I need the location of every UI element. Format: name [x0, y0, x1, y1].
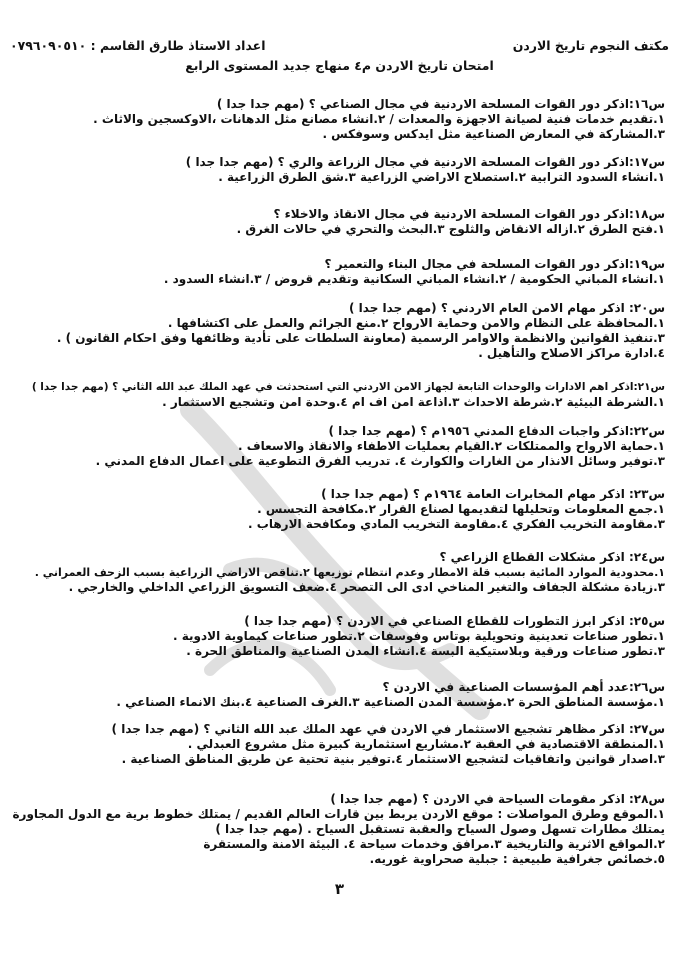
question-title: س٢٠: اذكر مهام الامن العام الاردني ؟ (مهم جدا جدا )	[349, 301, 665, 315]
office-name: مكتف النجوم تاريخ الاردن	[512, 38, 669, 53]
question-title: س٢١:اذكر اهم الادارات والوحدات التابعة لجهاز الامن الاردني التي استحدثت في عهد الملك عبد الله الثاني ؟ (مهم جدا جدا )	[31, 381, 665, 393]
question-title: س٢٦:عدد أهم المؤسسات الصناعية في الاردن ؟	[382, 680, 665, 694]
question-22	[10, 424, 665, 469]
author-line: اعداد الاستاذ طارق القاسم : ٠٧٩٦٠٩٠٥١٠	[10, 38, 266, 53]
answer-line: ٣.زيادة مشكلة الجفاف والتغير المناخي ادى الى التصحر ٤.ضعف التسويق الزراعي الداخلي والخارجي .	[68, 580, 665, 594]
question-21	[10, 380, 665, 410]
question-title: س١٦:اذكر دور القوات المسلحة الاردنية في مجال الصناعي ؟ (مهم جدا جدا )	[216, 97, 665, 111]
page-number: ٣	[334, 880, 345, 898]
answer-line: ٣.المشاركة في المعارض الصناعية مثل ايدكس وسوفكس .	[322, 127, 665, 141]
answer-line: ١.انشاء المباني الحكومية / ٢.انشاء المباني السكانية وتقديم قروض / ٣.انشاء السدود .	[163, 272, 665, 286]
question-title: س٢٨: اذكر مقومات السياحة في الاردن ؟ (مهم جدا جدا )	[330, 792, 665, 806]
question-title: س٢٣: اذكر مهام المخابرات العامة ١٩٦٤م ؟ (مهم جدا جدا )	[321, 487, 665, 501]
answer-line: ١.حماية الارواح والممتلكات ٢.القيام بعمليات الاطفاء والانقاذ والاسعاف .	[237, 439, 665, 453]
answer-line: ٢.المواقع الاثرية والتاريخية ٣.مرافق وخدمات سياحة ٤. البيئة الامنة والمستقرة	[203, 837, 665, 851]
answer-line: ١.المنطقة الاقتصادية في العقبة ٢.مشاريع استثمارية كبيرة مثل مشروع العبدلي .	[187, 737, 665, 751]
answer-line: ١.الموقع وطرق المواصلات : موقع الاردن يربط بين قارات العالم القديم / يمتلك خطوط برية مع الدول المجاورة	[12, 807, 665, 821]
question-17	[10, 155, 665, 185]
answer-line: ٣.تطور صناعات ورقية وبلاستيكية البسة ٤.انشاء المدن الصناعية والمناطق الحرة .	[186, 644, 665, 658]
question-title: س١٨:اذكر دور القوات المسلحة الاردنية في مجال الانقاذ والاخلاء ؟	[273, 207, 665, 221]
question-19	[10, 257, 665, 287]
header	[10, 38, 669, 56]
question-title: س٢٤: اذكر مشكلات القطاع الزراعي ؟	[439, 550, 665, 564]
answer-line: ١.انشاء السدود الترابية ٢.استصلاح الاراضي الزراعية ٣.شق الطرق الزراعية .	[218, 170, 665, 184]
question-title: س٢٢:اذكر واجبات الدفاع المدني ١٩٥٦م ؟ (مهم جدا جدا )	[328, 424, 665, 438]
answer-line: ١.تطور صناعات تعدينية وتحويلية بوتاس وفوسفات ٢.تطور صناعات كيماوية الادوية .	[173, 629, 665, 643]
question-26	[10, 680, 665, 710]
answer-line: يمتلك مطارات تسهل وصول السياح والعقبة تستقبل السياح . (مهم جدا جدا )	[215, 822, 665, 836]
question-28	[10, 792, 665, 867]
question-23	[10, 487, 665, 532]
question-18	[10, 207, 665, 237]
answer-line: ٤.ادارة مراكز الاصلاح والتأهيل .	[478, 346, 665, 360]
question-title: س١٩:اذكر دور القوات المسلحة في مجال البناء والتعمير ؟	[324, 257, 665, 271]
answer-line: ٣.توفير وسائل الانذار من الغارات والكوارث ٤. تدريب الفرق التطوعية على اعمال الدفاع المدني .	[95, 454, 665, 468]
answer-line: ٣.اصدار قوانين واتفاقيات لتشجيع الاستثمار ٤.توفير بنية تحتية عن طريق المناطق الصناعية .	[121, 752, 665, 766]
exam-title: امتحان تاريخ الاردن م٤ منهاج جديد المستوى الرابع	[185, 58, 494, 73]
question-24	[10, 550, 665, 595]
answer-line: ١.فتح الطرق ٢.ازاله الانقاض والثلوج ٣.البحث والتحري في حالات الغرق .	[236, 222, 665, 236]
answer-line: ٣.تنفيذ القوانين والانظمة والاوامر الرسمية (معاونة السلطات على تأدية وظائفها وفق احكام القانون ) .	[56, 331, 665, 345]
answer-line: ١.مؤسسة المناطق الحرة ٢.مؤسسة المدن الصناعية ٣.الغرف الصناعية ٤.بنك الانماء الصناعي .	[116, 695, 665, 709]
answer-line: ٥.خصائص جغرافية طبيعية : جبلية صحراوية غوريه.	[369, 852, 665, 866]
answer-line: ١.الشرطة البيئية ٢.شرطة الاحداث ٣.اذاعة امن اف ام ٤.وحدة امن وتشجيع الاستثمار .	[162, 395, 665, 409]
answer-line: ٣.مقاومة التخريب الفكري ٤.مقاومة التخريب المادي ومكافحة الارهاب .	[248, 517, 665, 531]
question-25	[10, 614, 665, 659]
answer-line: ١.المحافظة على النظام والامن وحماية الارواح ٢.منع الجرائم والعمل على اكتشافها .	[167, 316, 665, 330]
question-title: س١٧:اذكر دور القوات المسلحة الاردنية في مجال الزراعة والري ؟ (مهم جدا جدا )	[185, 155, 665, 169]
question-27	[10, 722, 665, 767]
answer-line: ١.جمع المعلومات وتحليلها لتقديمها لصناع القرار ٢.مكافحة التجسس .	[257, 502, 665, 516]
question-title: س٢٥: اذكر ابرز التطورات للقطاع الصناعي في الاردن ؟ (مهم جدا جدا )	[244, 614, 665, 628]
question-20	[10, 301, 665, 361]
answer-line: ١.تقديم خدمات فنية لصيانة الاجهزة والمعدات / ٢.انشاء مصانع مثل الدهانات ،الاوكسجين والاثاث .	[93, 112, 665, 126]
question-16	[10, 97, 665, 142]
question-title: س٢٧: اذكر مظاهر تشجيع الاستثمار في الاردن في عهد الملك عبد الله الثاني ؟ (مهم جدا جدا )	[111, 722, 665, 736]
answer-line: ١.محدودية الموارد المائية بسبب قلة الامطار وعدم انتظام توزيعها ٢.تناقص الاراضي الزراعية بسبب الزحف العمراني .	[34, 566, 665, 579]
